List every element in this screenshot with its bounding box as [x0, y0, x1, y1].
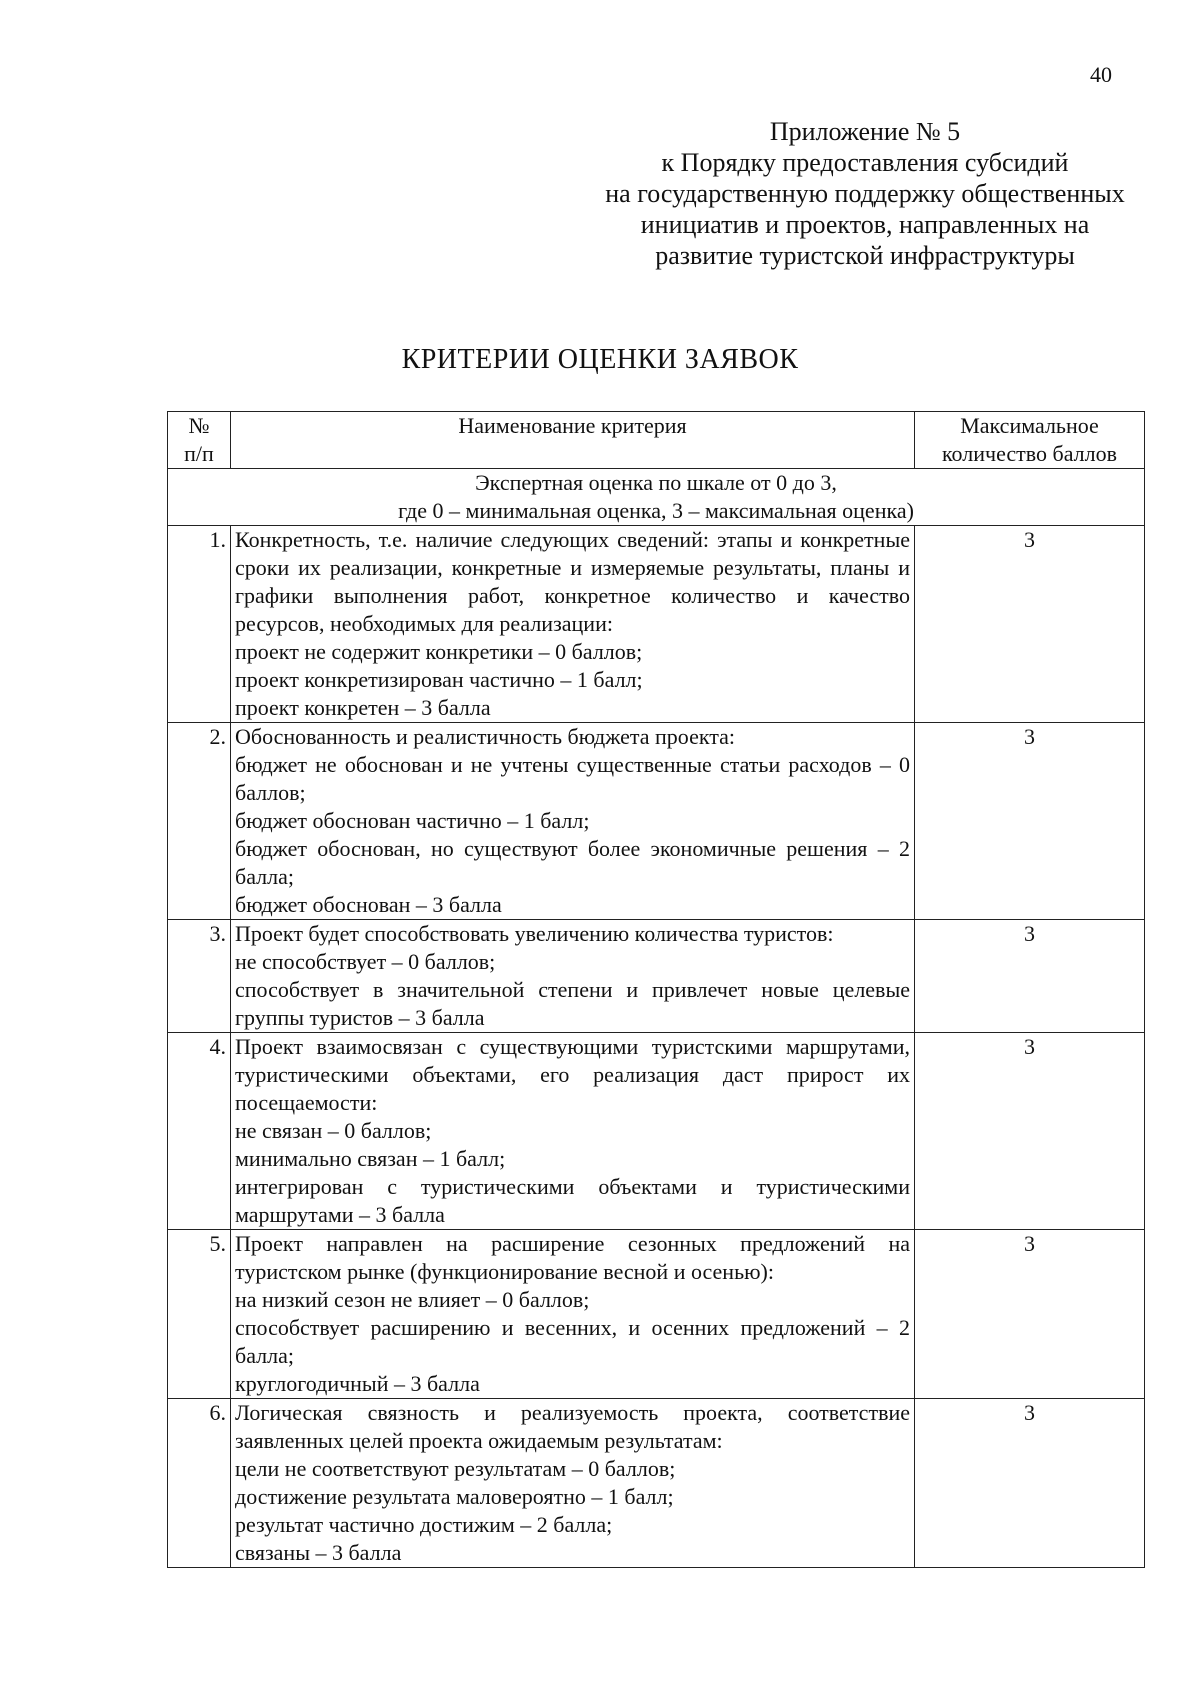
table-row [168, 526, 1145, 723]
table-row [168, 1230, 1145, 1399]
criterion-line: не связан – 0 баллов; [235, 1118, 432, 1143]
criterion-line: способствует расширению и весенних, и осенних предложений – 2 балла; [235, 1315, 910, 1368]
page-number: 40 [1090, 62, 1112, 87]
header-criterion-name: Наименование критерия [231, 412, 915, 469]
criterion-description [231, 1399, 915, 1568]
scale-note-line: где 0 – минимальная оценка, 3 – максимальная оценка) [398, 498, 914, 523]
criterion-line: Логическая связность и реализуемость проекта, соответствие заявленных целей проекта ожидаемым результатам: [235, 1400, 910, 1453]
max-score: 3 [915, 723, 1145, 920]
appendix-line: развитие туристской инфраструктуры [655, 241, 1075, 270]
row-number: 5. [168, 1230, 231, 1399]
row-number: 1. [168, 526, 231, 723]
criterion-line: проект не содержит конкретики – 0 баллов; [235, 639, 643, 664]
document-title: КРИТЕРИИ ОЦЕНКИ ЗАЯВОК [401, 344, 799, 375]
header-max-score [915, 412, 1145, 469]
criterion-line: бюджет обоснован частично – 1 балл; [235, 808, 590, 833]
max-score: 3 [915, 526, 1145, 723]
header-score-line: Максимальное [960, 413, 1099, 438]
table-row [168, 723, 1145, 920]
row-number: 3. [168, 920, 231, 1033]
table-row [168, 1399, 1145, 1568]
appendix-line: к Порядку предоставления субсидий [661, 148, 1069, 177]
criterion-line: Обоснованность и реалистичность бюджета проекта: [235, 724, 735, 749]
scale-note-row [168, 469, 1145, 526]
header-score-line: количество баллов [941, 441, 1118, 466]
criterion-line: бюджет обоснован, но существуют более экономичные решения – 2 балла; [235, 836, 910, 889]
criterion-description [231, 920, 915, 1033]
max-score: 3 [915, 1399, 1145, 1568]
criterion-description [231, 526, 915, 723]
criterion-description [231, 1230, 915, 1399]
criterion-description [231, 723, 915, 920]
criteria-table [167, 411, 1145, 1568]
table-row [168, 920, 1145, 1033]
table-header-row [168, 412, 1145, 469]
criterion-line: Конкретность, т.е. наличие следующих сведений: этапы и конкретные сроки их реализации, конкретные и измеряемые результаты, планы и графики выполнения работ, конкретное количество и качество ресурсов, необходимых для реализации: [235, 527, 910, 636]
criterion-line: интегрирован с туристическими объектами и туристическими маршрутами – 3 балла [235, 1174, 910, 1227]
scale-note-line: Экспертная оценка по шкале от 0 до 3, [475, 470, 837, 495]
criterion-line: Проект взаимосвязан с существующими туристскими маршрутами, туристическими объектами, его реализация даст прирост их посещаемости: [235, 1034, 910, 1115]
criterion-line: бюджет обоснован – 3 балла [235, 892, 502, 917]
appendix-header [560, 116, 1170, 271]
max-score: 3 [915, 1033, 1145, 1230]
header-number-line: № [188, 413, 210, 438]
max-score: 3 [915, 1230, 1145, 1399]
criterion-line: результат частично достижим – 2 балла; [235, 1512, 613, 1537]
criterion-line: круглогодичный – 3 балла [235, 1371, 480, 1396]
appendix-line: инициатив и проектов, направленных на [640, 210, 1090, 239]
row-number: 4. [168, 1033, 231, 1230]
criterion-line: цели не соответствуют результатам – 0 баллов; [235, 1456, 676, 1481]
max-score: 3 [915, 920, 1145, 1033]
criterion-line: способствует в значительной степени и привлечет новые целевые группы туристов – 3 балла [235, 977, 910, 1030]
criterion-description [231, 1033, 915, 1230]
criterion-line: проект конкретизирован частично – 1 балл; [235, 667, 643, 692]
scale-note [168, 469, 1145, 526]
header-number-line: п/п [184, 441, 214, 466]
criterion-line: на низкий сезон не влияет – 0 баллов; [235, 1287, 590, 1312]
criterion-line: проект конкретен – 3 балла [235, 695, 491, 720]
appendix-line: на государственную поддержку общественных [605, 179, 1125, 208]
criterion-line: не способствует – 0 баллов; [235, 949, 496, 974]
row-number: 2. [168, 723, 231, 920]
criterion-line: Проект направлен на расширение сезонных предложений на туристском рынке (функционирование весной и осенью): [235, 1231, 910, 1284]
criterion-line: минимально связан – 1 балл; [235, 1146, 506, 1171]
criterion-line: бюджет не обоснован и не учтены существенные статьи расходов – 0 баллов; [235, 752, 910, 805]
header-number [168, 412, 231, 469]
appendix-line: Приложение № 5 [769, 117, 961, 146]
criterion-line: Проект будет способствовать увеличению количества туристов: [235, 921, 834, 946]
criterion-line: связаны – 3 балла [235, 1540, 402, 1565]
table-row [168, 1033, 1145, 1230]
row-number: 6. [168, 1399, 231, 1568]
criterion-line: достижение результата маловероятно – 1 балл; [235, 1484, 674, 1509]
